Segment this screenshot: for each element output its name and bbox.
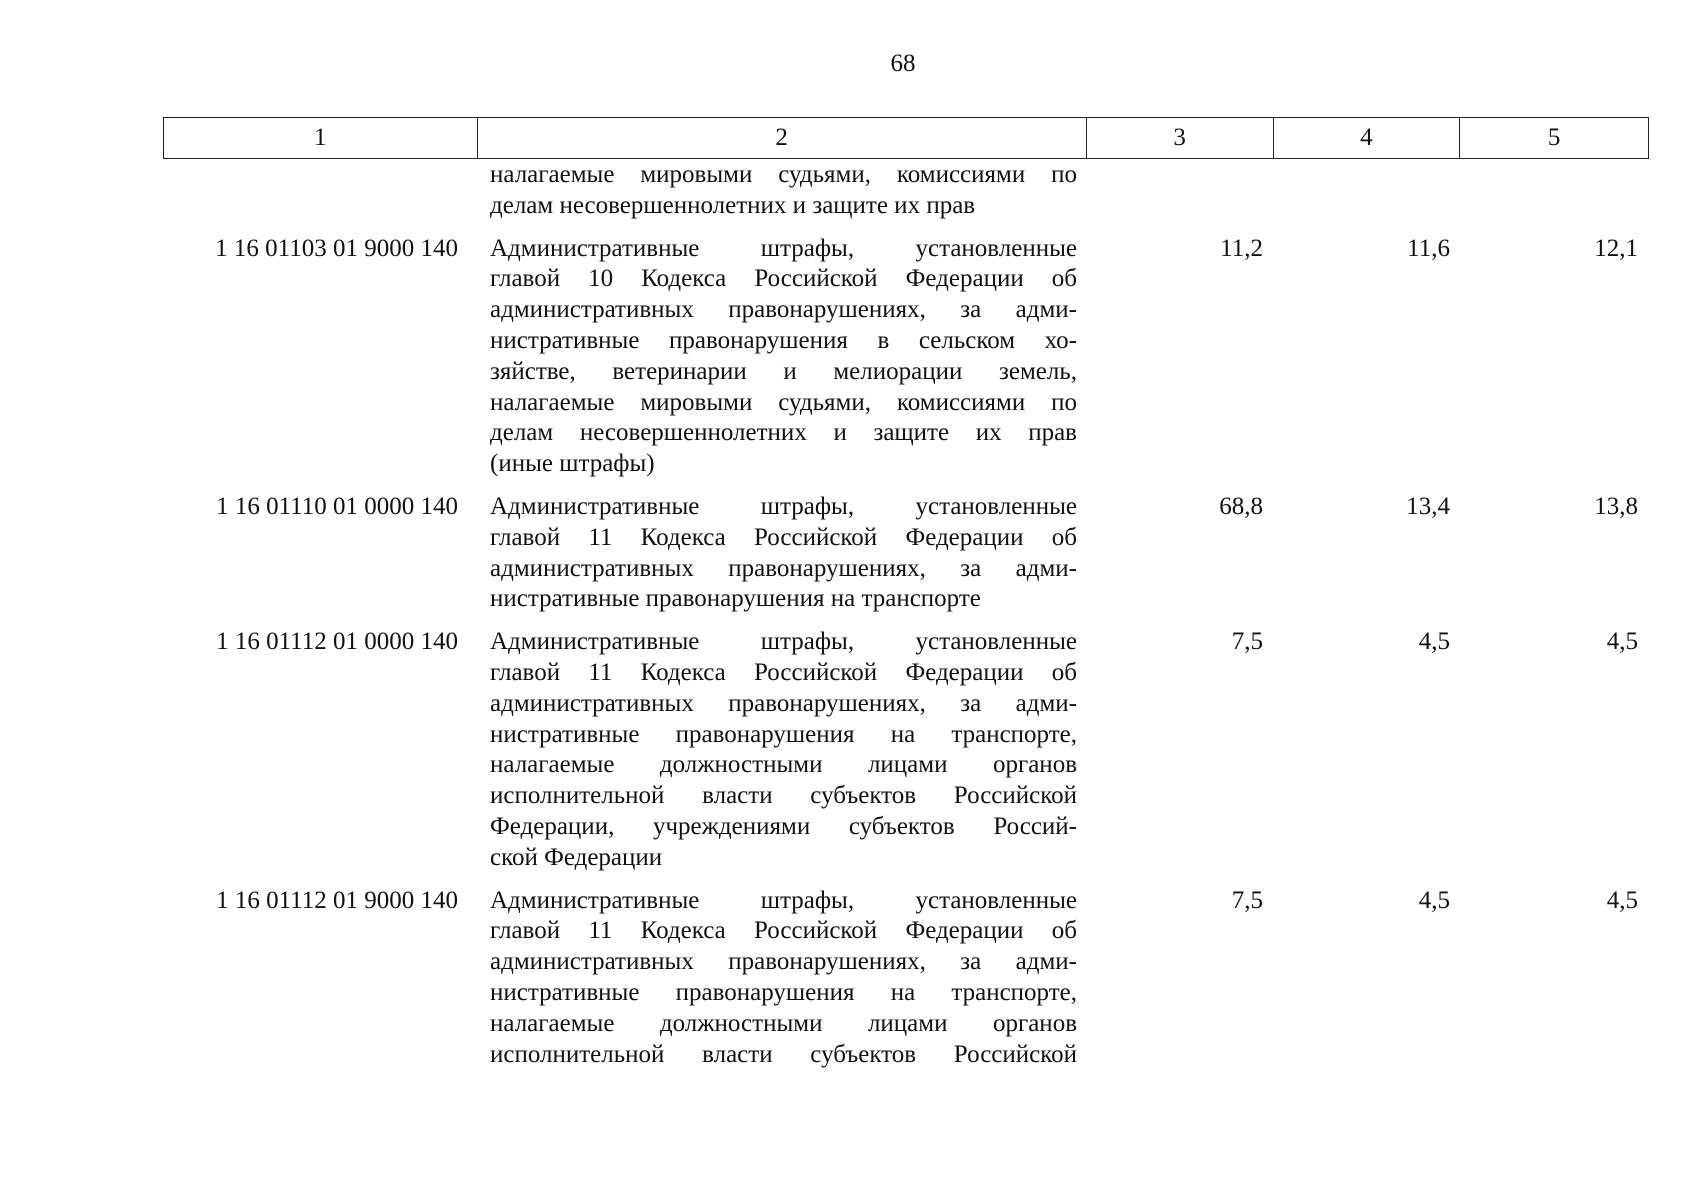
description-line: Административные штрафы, установленные	[490, 628, 1077, 656]
description-line: нистративные правонарушения на транспорте,	[490, 720, 1077, 748]
description-line: налагаемые мировыми судьями, комиссиями по	[490, 161, 1077, 188]
description-line: Федерации, учреждениями субъектов Россий-	[490, 812, 1077, 840]
table-row-continuation	[163, 160, 1649, 222]
description-cell	[477, 234, 1087, 480]
value-cell-col-4: 4,5	[1418, 628, 1450, 656]
code-cell: 1 16 01110 01 0000 140	[216, 492, 458, 520]
description-line: налагаемые мировыми судьями, комиссиями по	[490, 388, 1077, 416]
value-cell-col-5: 4,5	[1606, 628, 1638, 656]
description-line: делам несовершеннолетних и защите их прав	[490, 191, 976, 219]
header-col-5: 5	[1547, 123, 1561, 151]
header-col-3: 3	[1087, 118, 1274, 158]
description-line: зяйстве, ветеринарии и мелиорации земель,	[490, 357, 1077, 385]
code-cell: 1 16 01112 01 0000 140	[216, 628, 458, 656]
description-line: административных правонарушениях, за адми-	[490, 948, 1077, 976]
value-cell-col-3: 7,5	[1231, 628, 1263, 656]
description-line: нистративные правонарушения на транспорте	[490, 585, 981, 613]
description-line: главой 11 Кодекса Российской Федерации об	[490, 658, 1077, 686]
value-cell-col-4: 13,4	[1406, 492, 1450, 520]
page-number: 68	[890, 50, 916, 77]
value-cell-col-3: 7,5	[1231, 886, 1263, 914]
description-cell	[477, 492, 1087, 615]
table-row	[163, 234, 1649, 480]
value-cell-col-5: 13,8	[1594, 492, 1638, 520]
table-row	[163, 492, 1649, 615]
description-cell	[477, 627, 1087, 873]
budget-table	[163, 117, 1649, 1070]
description-line: Административные штрафы, установленные	[490, 886, 1077, 914]
description-line: нистративные правонарушения на транспорте,	[490, 978, 1077, 1006]
description-line: административных правонарушениях, за адми-	[490, 296, 1077, 324]
header-col-2: 2	[478, 118, 1087, 158]
value-cell-col-5: 4,5	[1606, 886, 1638, 914]
description-line: (иные штрафы)	[490, 450, 655, 478]
description-line: Административные штрафы, установленные	[490, 492, 1077, 520]
description-line: главой 10 Кодекса Российской Федерации об	[490, 265, 1077, 293]
description-line: нистративные правонарушения в сельском хо-	[490, 326, 1077, 354]
description-line: главой 11 Кодекса Российской Федерации об	[490, 523, 1077, 551]
description-line: главой 11 Кодекса Российской Федерации об	[490, 917, 1077, 945]
table-header-row	[163, 117, 1649, 159]
value-cell-col-4: 11,6	[1407, 234, 1450, 262]
description-line: налагаемые должностными лицами органов	[490, 1009, 1077, 1037]
description-line: исполнительной власти субъектов Российской	[490, 1040, 1077, 1068]
header-col-4: 4	[1274, 118, 1461, 158]
description-line: налагаемые должностными лицами органов	[490, 751, 1077, 779]
description-line: административных правонарушениях, за адми-	[490, 554, 1077, 582]
description-cell	[477, 886, 1087, 1071]
value-cell-col-4: 4,5	[1418, 886, 1450, 914]
value-cell-col-5: 12,1	[1594, 234, 1638, 262]
description-line: административных правонарушениях, за адми-	[490, 689, 1077, 717]
table-row	[163, 886, 1649, 1071]
description-cell	[477, 160, 1087, 222]
value-cell-col-3: 68,8	[1219, 492, 1263, 520]
description-line: Административные штрафы, установленные	[490, 234, 1077, 262]
description-line: исполнительной власти субъектов Российской	[490, 782, 1077, 810]
code-cell: 1 16 01103 01 9000 140	[215, 234, 458, 262]
description-line: ской Федерации	[490, 843, 663, 871]
table-row	[163, 627, 1649, 873]
value-cell-col-3: 11,2	[1220, 234, 1263, 262]
code-cell: 1 16 01112 01 9000 140	[216, 886, 458, 914]
header-col-1: 1	[164, 118, 478, 158]
description-line: делам несовершеннолетних и защите их прав	[490, 419, 1077, 447]
